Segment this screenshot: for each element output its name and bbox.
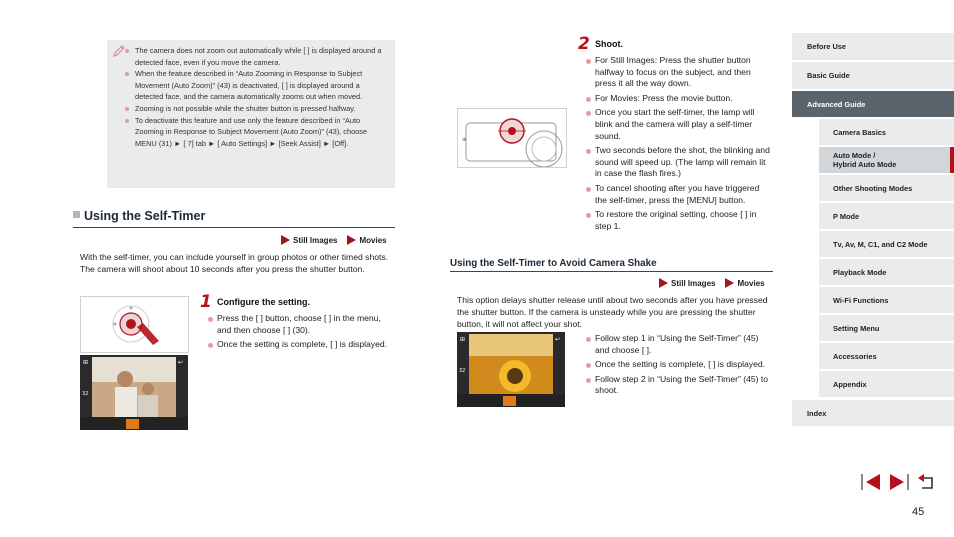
svg-text:↩: ↩ <box>178 359 184 366</box>
note-bullet: To deactivate this feature and use only the feature described in “Auto Zooming in Response to Subject Movement (Auto Zoom)” (43), choose MENU (31) ► [ 7] tab ► [ Auto Settings] ► [Seek Assist] ► [Off]. <box>135 115 385 150</box>
step-number: 2 <box>578 34 590 54</box>
section-intro: With the self-timer, you can include yourself in group photos or other timed shots. The camera will shoot about 10 seconds after you press the shutter button. <box>80 252 389 274</box>
page-nav <box>860 472 938 492</box>
step-title: Configure the setting. <box>217 297 310 307</box>
triangle-icon <box>347 235 356 245</box>
step1-bullets <box>208 313 395 354</box>
pencil-icon <box>112 44 126 58</box>
svg-text:32: 32 <box>82 391 89 397</box>
list-item: To cancel shooting after you have triggered the self-timer, press the [MENU] button. <box>586 183 773 206</box>
list-item: Once you start the self-timer, the lamp will blink and the camera will play a self-timer sound. <box>586 107 773 142</box>
triangle-icon <box>725 278 734 288</box>
sidebar-item-advanced-guide[interactable]: Advanced Guide <box>792 91 954 117</box>
list-item: For Movies: Press the movie button. <box>586 93 773 105</box>
sidebar-item-basic-guide[interactable]: Basic Guide <box>792 62 954 89</box>
note-box <box>107 40 395 188</box>
section-title: Using the Self-Timer <box>84 209 206 223</box>
sidebar-item-auto-mode[interactable]: Auto Mode / Hybrid Auto Mode <box>819 147 954 173</box>
section-heading-camera-shake <box>450 258 773 272</box>
svg-text:⊞: ⊞ <box>460 336 466 343</box>
sidebar-item-index[interactable]: Index <box>792 400 954 426</box>
sidebar-item-wifi-functions[interactable]: Wi-Fi Functions <box>819 287 954 313</box>
list-item: To restore the original setting, choose [ ] in step 1. <box>586 209 773 232</box>
sidebar-item-camera-basics[interactable]: Camera Basics <box>819 119 954 145</box>
sidebar-item-other-shooting-modes[interactable]: Other Shooting Modes <box>819 175 954 201</box>
badge-still-images: Still Images <box>659 278 715 288</box>
note-bullet: The camera does not zoom out automatically while [ ] is displayed around a detected face, even if you move the camera. <box>135 45 385 68</box>
list-item: Press the [ ] button, choose [ ] in the menu, and then choose [ ] (30). <box>208 313 395 336</box>
badge-still-images: Still Images <box>281 235 337 245</box>
lcd-screen-family <box>80 355 188 430</box>
sidebar-item-before-use[interactable]: Before Use <box>792 33 954 60</box>
camera-top-image <box>457 108 567 168</box>
section-intro: This option delays shutter release until about two seconds after you have pressed the shutter button. If the camera is unsteady while you are pressing the shutter button, it will not affect your shot. <box>457 295 768 329</box>
control-dial-image <box>80 296 189 353</box>
svg-text:⊞: ⊞ <box>83 359 89 366</box>
list-item: Once the setting is complete, [ ] is displayed. <box>586 359 773 371</box>
sidebar-item-appendix[interactable]: Appendix <box>819 371 954 397</box>
step-number: 1 <box>200 292 212 312</box>
page-number: 45 <box>912 506 925 518</box>
svg-text:⊕: ⊕ <box>462 137 467 143</box>
sidebar-item-setting-menu[interactable]: Setting Menu <box>819 315 954 341</box>
section-title: Using the Self-Timer to Avoid Camera Shake <box>450 258 657 269</box>
sidebar-item-playback-mode[interactable]: Playback Mode <box>819 259 954 285</box>
note-bullet: When the feature described in “Auto Zooming in Response to Subject Movement (Auto Zoom)” (43) is deactivated, [ ] is displayed around a detected face, and the camera automatically zooms out when moved. <box>135 68 385 103</box>
triangle-icon <box>281 235 290 245</box>
prev-page-icon[interactable] <box>860 472 882 492</box>
badge-movies: Movies <box>347 235 386 245</box>
list-item: Follow step 2 in “Using the Self-Timer” (45) to shoot. <box>586 374 773 397</box>
list-item: Two seconds before the shot, the blinking and sound will speed up. (The lamp will remain lit in case the flash fires.) <box>586 145 773 180</box>
next-page-icon[interactable] <box>888 472 910 492</box>
badge-movies: Movies <box>725 278 764 288</box>
return-icon[interactable] <box>916 472 938 492</box>
mode-badges <box>659 278 765 288</box>
triangle-icon <box>659 278 668 288</box>
lcd-screen-sunflower <box>457 332 565 407</box>
list-item: Follow step 1 in “Using the Self-Timer” (45) and choose [ ]. <box>586 333 773 356</box>
note-bullet: Zooming is not possible while the shutter button is pressed halfway. <box>135 103 385 115</box>
list-item: For Still Images: Press the shutter button halfway to focus on the subject, and then press it all the way down. <box>586 55 773 90</box>
step2-bullets <box>586 55 773 235</box>
sidebar-item-accessories[interactable]: Accessories <box>819 343 954 369</box>
mode-badges <box>281 235 387 245</box>
section2-bullets <box>586 333 773 400</box>
svg-text:↩: ↩ <box>555 336 561 343</box>
step-title: Shoot. <box>595 39 623 49</box>
list-item: Once the setting is complete, [ ] is displayed. <box>208 339 395 351</box>
heading-marker <box>73 211 80 218</box>
sidebar-item-tv-av-m[interactable]: Tv, Av, M, C1, and C2 Mode <box>819 231 954 257</box>
section-heading-self-timer <box>73 208 395 228</box>
svg-text:32: 32 <box>459 368 466 374</box>
sidebar-item-p-mode[interactable]: P Mode <box>819 203 954 229</box>
active-indicator <box>950 147 954 173</box>
